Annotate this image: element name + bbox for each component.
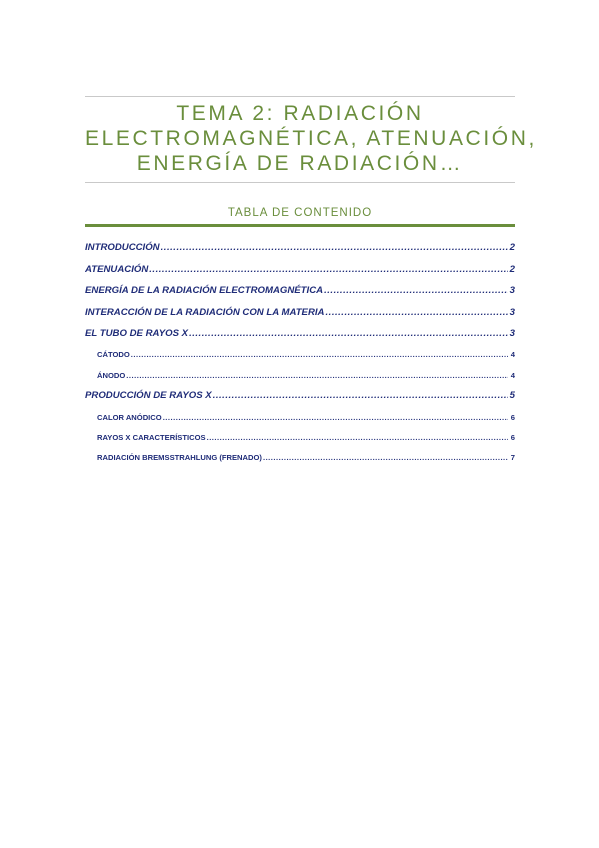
toc-heading: TABLA DE CONTENIDO xyxy=(227,207,373,219)
toc-entry-label: ATENUACIÓN xyxy=(85,263,149,275)
table-of-contents xyxy=(85,232,515,462)
toc-entry-catodo[interactable] xyxy=(85,339,515,359)
title-line-1: TEMA 2: RADIACIÓN xyxy=(176,102,424,125)
title-bottom-rule xyxy=(85,182,515,183)
toc-entry-page: 2 xyxy=(509,242,515,254)
toc-entry-page: 5 xyxy=(509,390,515,402)
toc-entry-label: INTERACCIÓN DE LA RADIACIÓN CON LA MATERIA xyxy=(85,306,325,318)
toc-entry-page: 7 xyxy=(510,453,515,463)
title-line-3: ENERGÍA DE RADIACIÓN… xyxy=(136,152,464,175)
toc-dot-leader xyxy=(207,433,508,442)
toc-entry-anodo[interactable] xyxy=(85,359,515,379)
toc-dot-leader xyxy=(149,264,508,275)
toc-entry-introduccion[interactable] xyxy=(85,232,515,253)
toc-dot-leader xyxy=(325,307,508,318)
toc-entry-calor-anodico[interactable] xyxy=(85,401,515,421)
toc-entry-produccion[interactable] xyxy=(85,380,515,401)
toc-entry-rayos-x-caracteristicos[interactable] xyxy=(85,422,515,442)
toc-entry-label: ENERGÍA DE LA RADIACIÓN ELECTROMAGNÉTICA xyxy=(85,285,324,297)
title-top-rule xyxy=(85,96,515,97)
toc-heading-rule xyxy=(85,224,515,227)
toc-entry-page: 6 xyxy=(510,412,515,422)
toc-entry-energia[interactable] xyxy=(85,275,515,296)
toc-entry-tubo-rayos-x[interactable] xyxy=(85,318,515,339)
title-block xyxy=(85,96,537,183)
toc-entry-page: 3 xyxy=(509,327,515,339)
toc-entry-label: EL TUBO DE RAYOS X xyxy=(85,327,189,339)
toc-dot-leader xyxy=(131,350,508,359)
toc-dot-leader xyxy=(161,242,508,253)
toc-entry-page: 2 xyxy=(509,263,515,275)
toc-dot-leader xyxy=(189,328,508,339)
toc-entry-label: INTRODUCCIÓN xyxy=(85,242,160,254)
toc-entry-atenuacion[interactable] xyxy=(85,253,515,274)
toc-dot-leader xyxy=(213,390,508,401)
toc-entry-label: CÁTODO xyxy=(97,350,130,360)
toc-entry-page: 3 xyxy=(509,285,515,297)
toc-dot-leader xyxy=(263,453,508,462)
toc-dot-leader xyxy=(126,371,508,380)
toc-entry-label: RADIACIÓN BREMSSTRAHLUNG (FRENADO) xyxy=(97,453,262,463)
toc-entry-page: 4 xyxy=(510,350,515,360)
toc-dot-leader xyxy=(324,285,508,296)
toc-entry-label: ÁNODO xyxy=(97,370,126,380)
toc-entry-page: 4 xyxy=(510,370,515,380)
toc-entry-interaccion[interactable] xyxy=(85,296,515,317)
toc-entry-bremsstrahlung[interactable] xyxy=(85,442,515,462)
toc-entry-label: PRODUCCIÓN DE RAYOS X xyxy=(85,390,212,402)
toc-entry-page: 6 xyxy=(510,432,515,442)
toc-entry-label: CALOR ANÓDICO xyxy=(97,412,162,422)
toc-entry-page: 3 xyxy=(509,306,515,318)
toc-dot-leader xyxy=(163,413,508,422)
title-line-2: ELECTROMAGNÉTICA, ATENUACIÓN, xyxy=(85,127,537,150)
toc-entry-label: RAYOS X CARACTERÍSTICOS xyxy=(97,432,206,442)
